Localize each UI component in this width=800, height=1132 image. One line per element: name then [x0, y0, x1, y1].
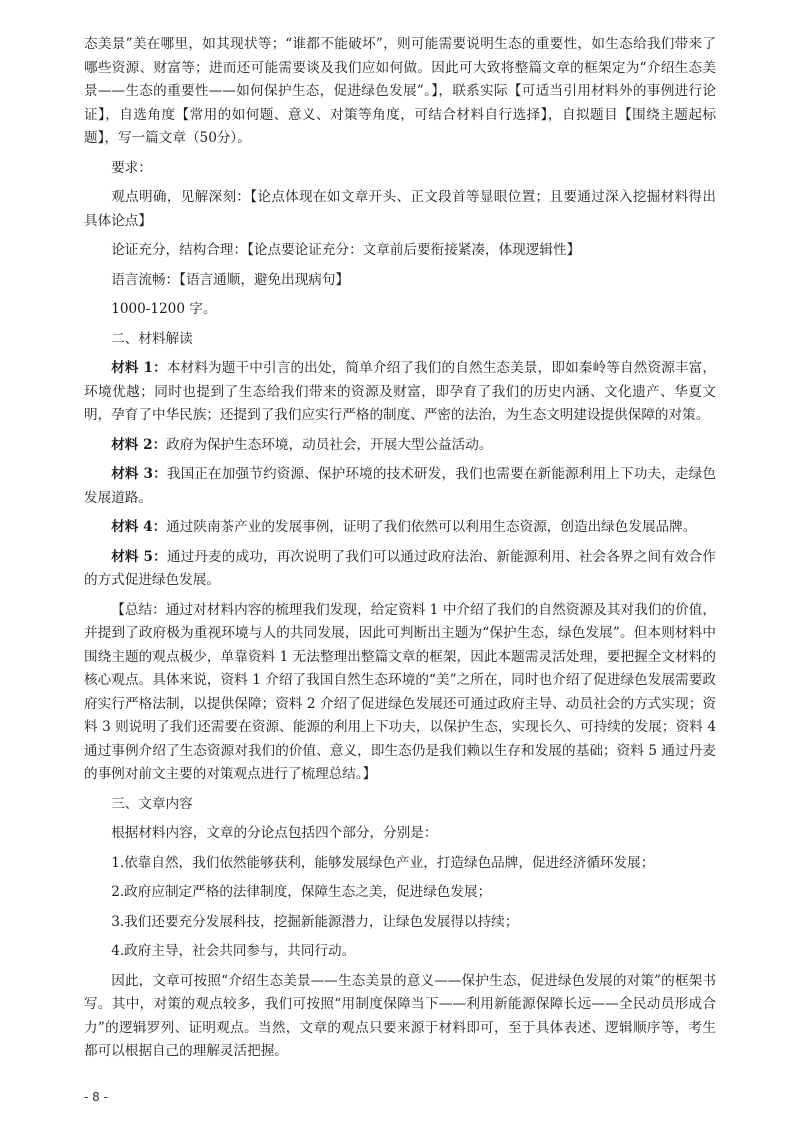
material-label: 材料 5： [111, 548, 167, 565]
requirements-heading: 要求： [111, 159, 152, 176]
summary-paragraph: 【总结：通过对材料内容的梳理我们发现，给定资料 1 中介绍了我们的自然资源及其对我们的价值，并提到了政府极为重视环境与人的共同发展，因此可判断出主题为“保护生态，绿色发展”。但本则材料中围绕主题的观点极少，单靠资料 1 无法整理出整篇文章的框架，因此本题需灵活处理，要把握全文材料的核心观点。具体来说，资料 1 介绍了我国自然生态环境的“美”之所在，同时也介绍了促进绿色发展需要政府实行严格法制，以提供保障；资料 2 介绍了促进绿色发展还可通过政府主导、动员社会的方式实现；资料 3 则说明了我们还需要在资源、能源的利用上下功夫，以保护生态，实现长久、可持续的发展；资料 4 通过事例介绍了生态资源对我们的价值、意义，即生态仍是我们赖以生存和发展的基础；资料 5 通过丹麦的事例对前文主要的对策观点进行了梳理总结。】 [84, 601, 716, 782]
sub-point: 4.政府主导，社会共同参与，共同行动。 [111, 943, 356, 959]
material-paragraph [84, 463, 716, 510]
material-label: 材料 1： [111, 360, 167, 376]
document-body [84, 33, 716, 1070]
requirement-item: 1000-1200 字。 [111, 301, 217, 317]
requirement-item: 语言流畅：【语言通顺，避免出现病句】 [111, 271, 350, 288]
material-label: 材料 2： [111, 436, 167, 453]
sub-point: 3.我们还要充分发展科技，挖掘新能源潜力，让绿色发展得以持续； [111, 913, 519, 930]
material-text: 通过陕南茶产业的发展事例，证明了我们依然可以利用生态资源，创造出绿色发展品牌。 [166, 519, 697, 535]
sub-point: 2.政府应制定严格的法律制度，保障生态之美，促进绿色发展； [111, 884, 492, 900]
material-label: 材料 4： [111, 519, 167, 535]
material-text: 通过丹麦的成功，再次说明了我们可以通过政府法治、新能源利用、社会各界之间有效合作的方式促进绿色发展。 [84, 548, 716, 588]
material-text: 政府为保护生态环境，动员社会，开展大型公益活动。 [166, 436, 493, 453]
requirement-item: 观点明确，见解深刻：【论点体现在如文章开头、正文段首等显眼位置；且要通过深入挖掘材料得出具体论点】 [84, 189, 716, 229]
material-label: 材料 3： [111, 466, 167, 482]
material-text: 我国正在加强节约资源、保护环境的技术研发，我们也需要在新能源利用上下功夫，走绿色发展道路。 [84, 466, 716, 506]
sub-point: 1.依靠自然，我们依然能够获利，能够发展绿色产业，打造绿色品牌，促进经济循环发展； [111, 854, 655, 871]
section-heading: 三、文章内容 [111, 795, 193, 812]
material-text: 本材料为题干中引言的出处，简单介绍了我们的自然生态美景，即如秦岭等自然资源丰富，环境优越；同时也提到了生态给我们带来的资源及财富，即孕育了我们的历史内涵、文化遗产、华夏文明，孕育了中华民族；还提到了我们应实行严格的制度、严密的法治，为生态文明建设提供保障的对策。 [84, 360, 716, 423]
material-paragraph [84, 516, 716, 540]
material-paragraph [84, 434, 716, 458]
intro-paragraph: 态美景”美在哪里，如其现状等；“谁都不能破坏”，则可能需要说明生态的重要性，如生态给我们带来了哪些资源、财富等；进而还可能需要谈及我们应如何做。因此可大致将整篇文章的框架定为“介绍生态美景——生态的重要性——如何保护生态，促进绿色发展”。】，联系实际【可适当引用材料外的事例进行论证】，自选角度【常用的如何题、意义、对策等角度，可结合材料自行选择】，自拟题目【围绕主题起标题】，写一篇文章（50分）。 [84, 36, 716, 146]
material-paragraph [84, 357, 716, 428]
section-lead: 根据材料内容，文章的分论点包括四个部分，分别是： [111, 825, 438, 841]
requirement-item: 论证充分，结构合理：【论点要论证充分：文章前后要衔接紧凑，体现逻辑性】 [111, 242, 581, 258]
page-number: - 8 - [84, 1090, 108, 1104]
conclusion-paragraph: 因此，文章可按照“介绍生态美景——生态美景的意义——保护生态，促进绿色发展的对策”的框架书写。其中，对策的观点较多，我们可按照“用制度保障当下——利用新能源保障长远——全民动员形成合力”的逻辑罗列、证明观点。当然，文章的观点只要来源于材料即可，至于具体表述、逻辑顺序等，考生都可以根据自己的理解灵活把握。 [84, 972, 716, 1059]
section-heading: 二、材料解读 [111, 330, 193, 347]
material-paragraph [84, 546, 716, 593]
